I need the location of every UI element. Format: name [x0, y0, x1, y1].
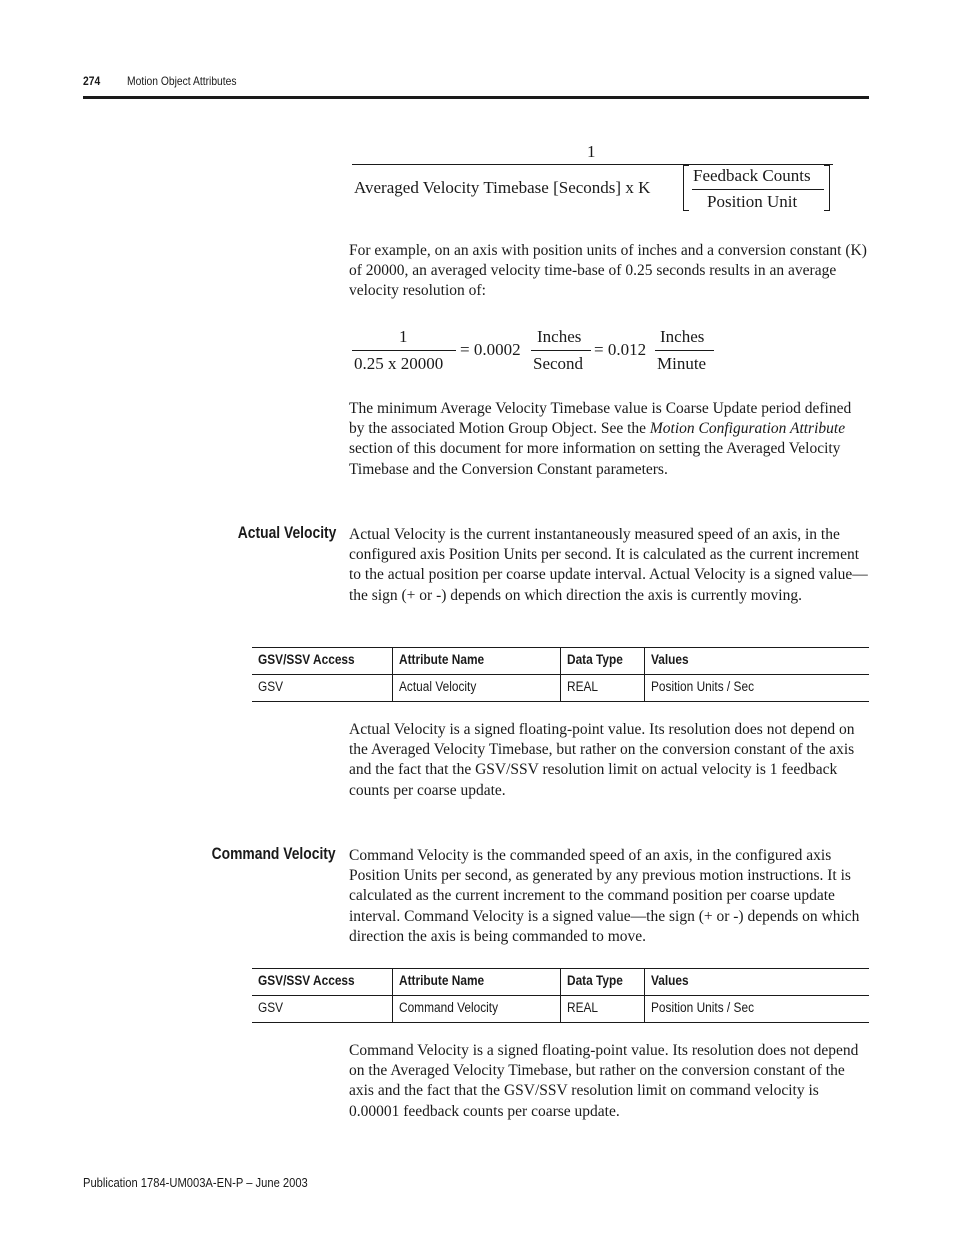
formula1-denominator: Averaged Velocity Timebase [Seconds] x K — [354, 178, 651, 197]
formula1-bracket-bottom: Position Unit — [707, 192, 798, 211]
formula2-eq2: = 0.012 — [594, 340, 647, 359]
command-velocity-description: Command Velocity is the commanded speed of an axis, in the configured axis Position Units per second, as generated by any previous motion instructions. It is calculated as the current increment to the command position per coarse update interval. Command Velocity is a signed value—the sign (+ or -) depends on which direction the axis is being commanded to move. — [349, 847, 860, 945]
paragraph-min-part2: section of this document for more information on setting the Averaged Velocity Timebase and the Conversion Constant parameters. — [349, 440, 841, 478]
footer-publication: Publication 1784-UM003A-EN-P – June 2003 — [83, 1175, 308, 1190]
table-cell: Actual Velocity — [392, 675, 560, 701]
table-header-cell: Values — [644, 648, 869, 674]
formula2-den3: Minute — [657, 354, 707, 373]
table-header-cell: Data Type — [560, 969, 644, 995]
formula2-den1: 0.25 x 20000 — [354, 354, 444, 373]
formula2-num3: Inches — [660, 327, 705, 346]
formula1-numerator: 1 — [587, 142, 596, 161]
link-motion-configuration-attribute: Motion Configuration Attribute — [649, 420, 846, 438]
formula2-num1: 1 — [399, 327, 408, 346]
formula1-right-bracket — [824, 165, 830, 211]
table-cell: Position Units / Sec — [644, 996, 869, 1022]
table-cell: REAL — [560, 996, 644, 1022]
paragraph-minimum-timebase — [349, 399, 869, 480]
formula1-fraction-bar — [352, 164, 833, 165]
formula1-inner-bar — [692, 189, 824, 190]
table-header-row — [252, 968, 869, 996]
table-header-cell: GSV/SSV Access — [258, 652, 355, 667]
actual-velocity-table — [252, 647, 869, 702]
table-row — [252, 996, 869, 1023]
table-cell: GSV — [258, 679, 284, 694]
table-cell: Position Units / Sec — [644, 675, 869, 701]
table-cell: GSV — [258, 1000, 284, 1015]
page-number: 274 — [83, 74, 101, 88]
formula2-num2: Inches — [537, 327, 582, 346]
section-heading-actual-velocity: Actual Velocity — [237, 524, 336, 542]
table-header-cell: GSV/SSV Access — [258, 973, 355, 988]
paragraph-example: For example, on an axis with position units of inches and a conversion constant (K) of 20000, an averaged velocity time-base of 0.25 seconds results in an average velocity resolution of: — [349, 242, 867, 300]
table-header-row — [252, 647, 869, 675]
table-cell: Command Velocity — [392, 996, 560, 1022]
section-heading-command-velocity: Command Velocity — [211, 845, 336, 863]
table-header-cell: Data Type — [560, 648, 644, 674]
table-header-cell: Attribute Name — [392, 648, 560, 674]
actual-velocity-description: Actual Velocity is the current instantaneously measured speed of an axis, in the configured axis Position Units per second. It is calculated as the current increment to the actual position per coarse update interval. Actual Velocity is a signed value—the sign (+ or -) depends on which direction the axis is currently moving. — [349, 526, 868, 604]
header-title: Motion Object Attributes — [127, 74, 237, 88]
table-row — [252, 675, 869, 702]
formula2-bar2 — [531, 350, 591, 351]
formula2-bar1 — [352, 350, 456, 351]
formula1-left-bracket — [683, 165, 689, 211]
table-header-cell: Attribute Name — [392, 969, 560, 995]
command-velocity-note: Command Velocity is a signed floating-point value. Its resolution does not depend on the Averaged Velocity Timebase, but rather on the conversion constant of the axis and the fact that the GSV/SSV resolution limit on command velocity is 0.00001 feedback counts per coarse update. — [349, 1042, 859, 1120]
formula1-bracket-top: Feedback Counts — [693, 166, 811, 185]
table-header-cell: Values — [644, 969, 869, 995]
table-cell: REAL — [560, 675, 644, 701]
header-rule — [83, 96, 869, 99]
actual-velocity-note: Actual Velocity is a signed floating-point value. Its resolution does not depend on the Averaged Velocity Timebase, but rather on the conversion constant of the axis and the fact that the GSV/SSV resolution limit on actual velocity is 1 feedback counts per coarse update. — [349, 721, 855, 799]
paragraph-min-part1: The minimum Average Velocity Timebase value is Coarse Update period defined by the associated Motion Group Object. See the — [349, 400, 852, 438]
formula2-den2: Second — [533, 354, 584, 373]
formula2-bar3 — [655, 350, 714, 351]
formula2-eq1: = 0.0002 — [460, 340, 521, 359]
command-velocity-table — [252, 968, 869, 1023]
